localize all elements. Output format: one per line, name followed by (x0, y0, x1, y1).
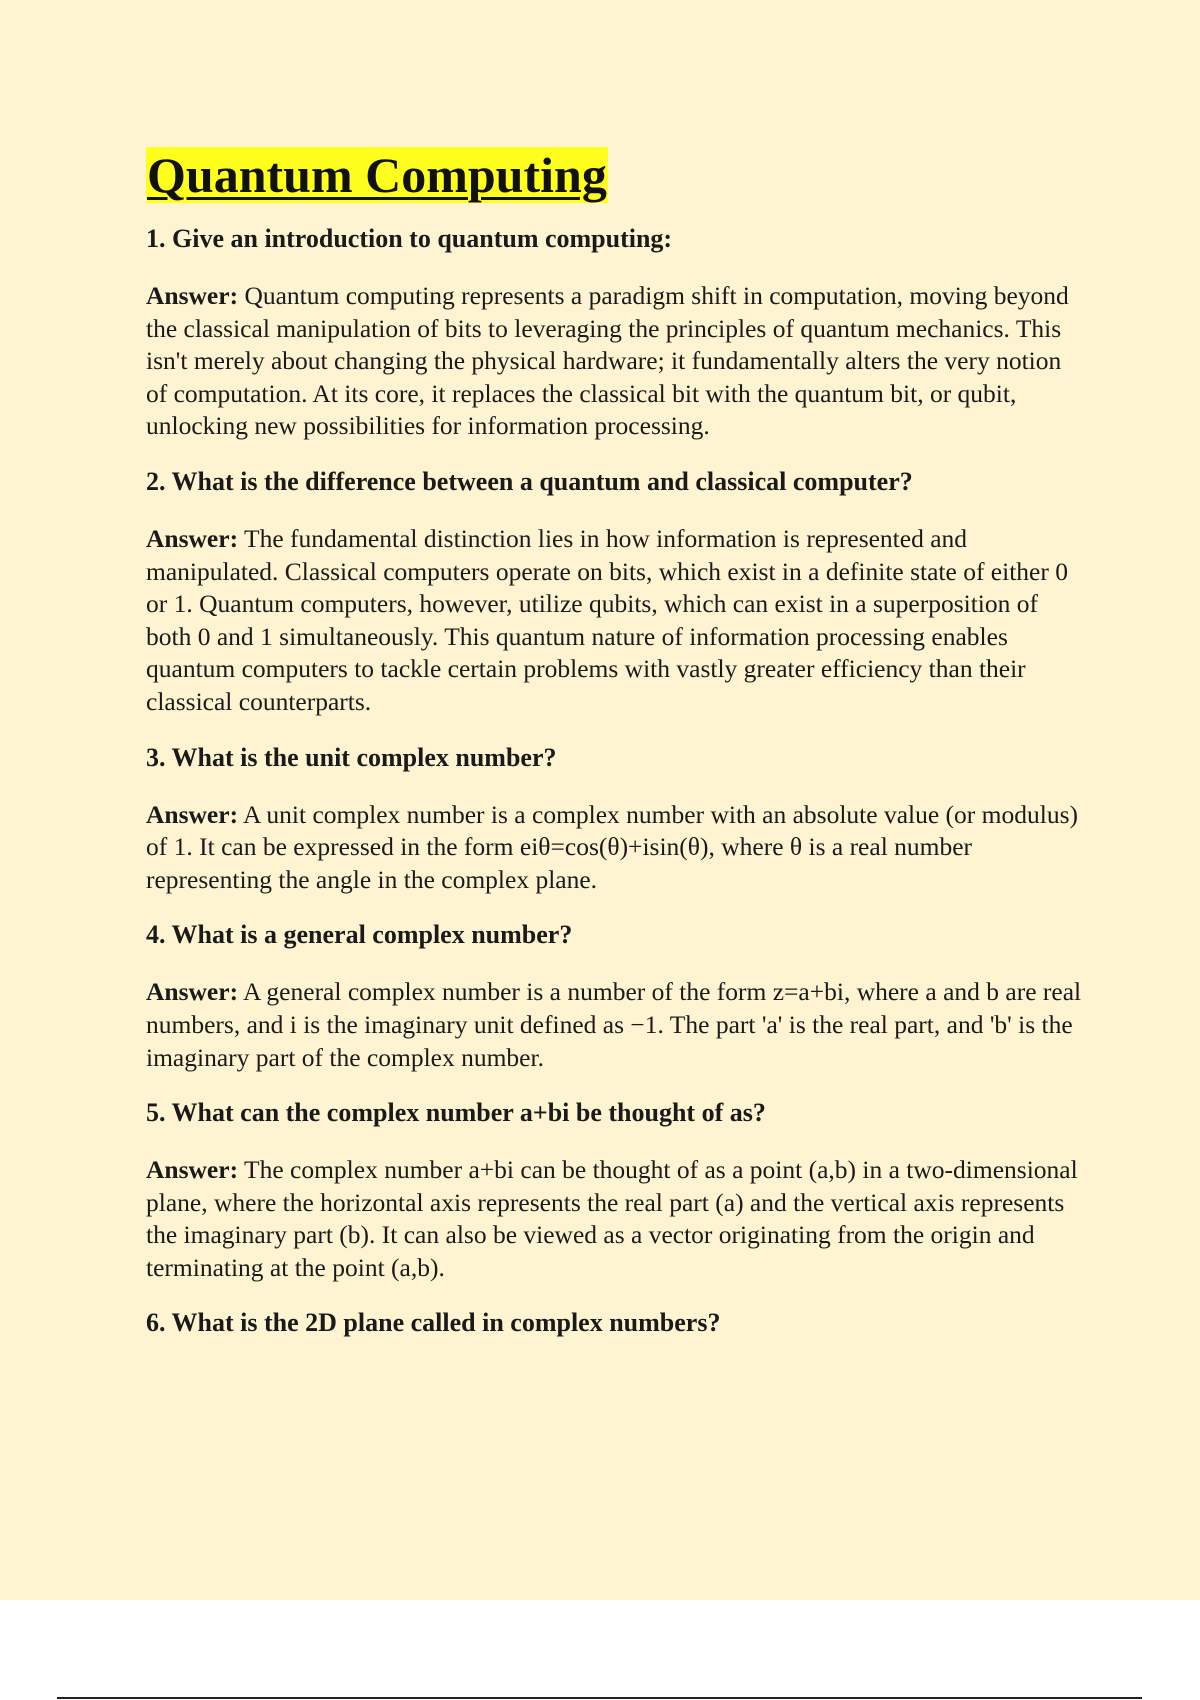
answer-label-4: Answer: (146, 977, 239, 1007)
answer-2 (146, 523, 1086, 719)
answer-text-2: The fundamental distinction lies in how information is represented and manipulated. Classical computers operate on bits, which exist in a definite state of either 0 or 1. Quantum computers, however, utilize qubits, which can exist in a superposition of both 0 and 1 simultaneously. This quantum nature of information processing enables quantum computers to tackle certain problems with vastly greater efficiency than their classical counterparts. (146, 523, 1068, 716)
qa-item-2 (146, 466, 1086, 719)
answer-3 (146, 799, 1086, 897)
question-1: 1. Give an introduction to quantum computing: (146, 224, 673, 253)
answer-label-3: Answer: (146, 799, 239, 829)
answer-4 (146, 976, 1086, 1074)
answer-5 (146, 1154, 1086, 1284)
question-4: 4. What is a general complex number? (146, 920, 573, 950)
page-title: Quantum Computing (147, 147, 607, 203)
answer-text-1: Quantum computing represents a paradigm shift in computation, moving beyond the classical manipulation of bits to leveraging the principles of quantum mechanics. This isn't merely about changing the physical hardware; it fundamentally alters the very notion of computation. At its core, it replaces the classical bit with the quantum bit, or qubit, unlocking new possibilities for information processing. (146, 281, 1069, 441)
qa-item-5 (146, 1097, 1086, 1284)
question-5: 5. What can the complex number a+bi be thought of as? (146, 1098, 766, 1128)
question-2: 2. What is the difference between a quantum and classical computer? (146, 466, 913, 496)
answer-1 (146, 280, 1086, 443)
qa-item-3 (146, 742, 1086, 897)
question-3: 3. What is the unit complex number? (146, 742, 557, 772)
footer-divider (57, 1697, 1142, 1699)
answer-text-3: A unit complex number is a complex number with an absolute value (or modulus) of 1. It can be expressed in the form eiθ=cos(θ)+isin(θ), where θ is a real number representing the angle in the complex plane. (146, 799, 1078, 894)
answer-label-1: Answer: (146, 281, 239, 310)
qa-item-1 (146, 223, 1086, 443)
document-content (146, 147, 1086, 1339)
answer-label-2: Answer: (146, 523, 239, 553)
qa-item-4 (146, 919, 1086, 1074)
answer-text-4: A general complex number is a number of the form z=a+bi, where a and b are real numbers, and i is the imaginary unit defined as −1. The part 'a' is the real part, and 'b' is the imaginary part of the complex number. (146, 977, 1082, 1072)
answer-label-5: Answer: (146, 1155, 239, 1185)
question-6: 6. What is the 2D plane called in complex numbers? (146, 1308, 721, 1338)
qa-item-6 (146, 1307, 1086, 1339)
answer-text-5: The complex number a+bi can be thought of as a point (a,b) in a two-dimensional plane, where the horizontal axis represents the real part (a) and the vertical axis represents the imaginary part (b). It can also be viewed as a vector originating from the origin and terminating at the point (a,b). (146, 1155, 1078, 1282)
